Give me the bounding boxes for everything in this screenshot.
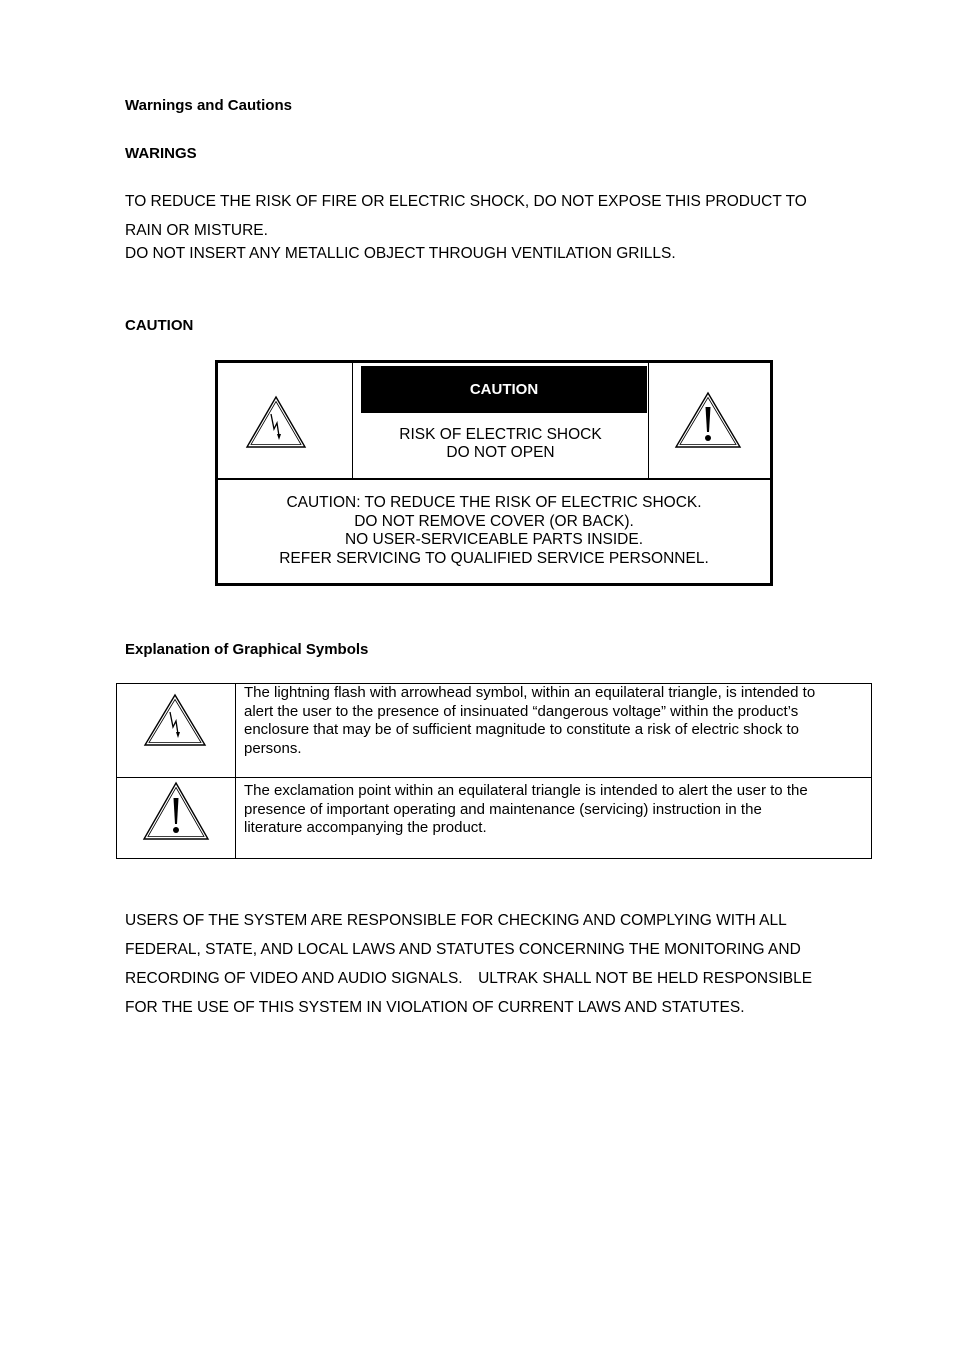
exclamation-triangle-icon <box>141 780 211 847</box>
lightning-triangle-icon <box>244 394 308 455</box>
caution-risk-text <box>353 426 648 462</box>
legal-line: FEDERAL, STATE, AND LOCAL LAWS AND STATUTES CONCERNING THE MONITORING AND <box>125 941 801 958</box>
lightning-triangle-icon <box>142 692 208 753</box>
caution-middle-cell <box>353 363 648 480</box>
symbol-description-line: alert the user to the presence of insinuated “dangerous voltage” within the product’s <box>244 702 799 720</box>
symbol-icon-cell <box>117 684 236 777</box>
risk-line: DO NOT OPEN <box>446 444 555 461</box>
table-row <box>117 778 871 858</box>
table-row <box>117 684 871 778</box>
symbol-description-line: persons. <box>244 739 302 757</box>
symbol-description <box>244 684 864 758</box>
caution-body-line: NO USER-SERVICEABLE PARTS INSIDE. <box>344 531 644 548</box>
warnings-line: DO NOT INSERT ANY METALLIC OBJECT THROUGH VENTILATION GRILLS. <box>125 245 676 262</box>
symbols-table <box>116 683 872 859</box>
warnings-line: RAIN OR MISTURE. <box>125 222 268 239</box>
symbols-heading: Explanation of Graphical Symbols <box>125 641 369 658</box>
legal-line: RECORDING OF VIDEO AND AUDIO SIGNALS. ULTRAK SHALL NOT BE HELD RESPONSIBLE <box>125 970 813 987</box>
warnings-heading: WARINGS <box>125 145 197 162</box>
caution-body-line: CAUTION: TO REDUCE THE RISK OF ELECTRIC SHOCK. <box>286 494 702 511</box>
legal-notice <box>125 906 812 1022</box>
warnings-text-2 <box>125 222 676 263</box>
warnings-line: TO REDUCE THE RISK OF FIRE OR ELECTRIC SHOCK, DO NOT EXPOSE THIS PRODUCT TO <box>125 193 807 210</box>
warnings-text <box>125 193 807 211</box>
legal-line: FOR THE USE OF THIS SYSTEM IN VIOLATION OF CURRENT LAWS AND STATUTES. <box>125 999 745 1016</box>
caution-body-line: REFER SERVICING TO QUALIFIED SERVICE PERSONNEL. <box>279 549 709 567</box>
symbol-description-line: The exclamation point within an equilateral triangle is intended to alert the user to the <box>244 782 808 799</box>
symbol-description-line: literature accompanying the product. <box>244 819 487 836</box>
symbol-description-line: enclosure that may be of sufficient magnitude to constitute a risk of electric shock to <box>244 721 800 738</box>
symbol-description-line: presence of important operating and maintenance (servicing) instruction in the <box>244 800 762 818</box>
risk-line: RISK OF ELECTRIC SHOCK <box>399 426 602 443</box>
caution-heading: CAUTION <box>125 317 194 334</box>
page-title: Warnings and Cautions <box>125 97 292 114</box>
symbol-description <box>244 782 864 838</box>
exclamation-triangle-icon <box>673 390 743 455</box>
caution-label-header: CAUTION <box>361 366 647 413</box>
caution-right-cell <box>648 363 770 480</box>
symbol-icon-cell <box>117 778 236 858</box>
symbol-description-line: The lightning flash with arrowhead symbol, within an equilateral triangle, is intended to <box>244 684 816 701</box>
legal-line: USERS OF THE SYSTEM ARE RESPONSIBLE FOR CHECKING AND COMPLYING WITH ALL <box>125 912 787 929</box>
caution-body-line: DO NOT REMOVE COVER (OR BACK). <box>354 512 634 530</box>
caution-body <box>218 480 770 583</box>
caution-left-cell <box>218 363 353 480</box>
caution-label <box>215 360 773 586</box>
